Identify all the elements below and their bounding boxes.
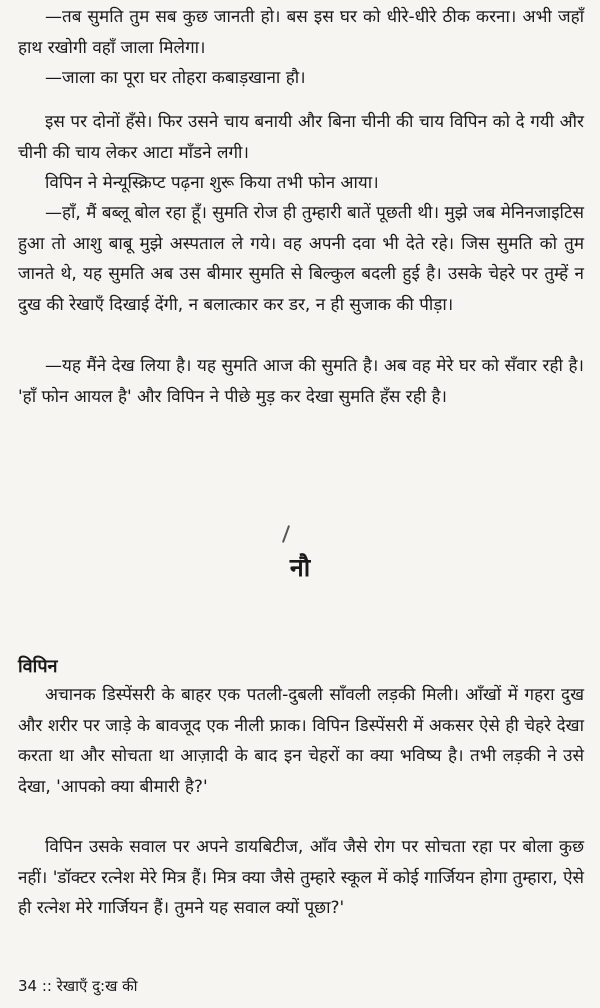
page-footer: 34 :: रेखाएँ दु:ख की [18,977,138,995]
paragraph: अचानक डिस्पेंसरी के बाहर एक पतली-दुबली साँवली लड़की मिली। आँखों में गहरा दुख और शरीर पर जाड़े के बावजूद एक नीली फ्राक। विपिन डिस्पेंसरी में अकसर ऐसे ही चेहरे देखा करता था और सोचता था आज़ादी के बाद इन चेहरों का क्या भविष्य है। तभी लड़की ने उसे देखा, 'आपको क्या बीमारी है?' [18,685,584,797]
chapter-heading: नौ [289,553,311,582]
paragraph: —यह मैंने देख लिया है। यह सुमति आज की सुमति है। अब वह मेरे घर को सँवार रही है। 'हाँ फोन आयल है' और विपिन ने पीछे मुड़ कर देखा सुमति हँस रही है। [18,356,584,407]
decorative-mark [282,525,290,543]
paragraph: —जाला का पूरा घर तोहरा कबाड़खाना हौ। [45,68,306,88]
paragraph: विपिन ने मेन्यूस्क्रिप्ट पढ़ना शुरू किया तभी फोन आया। [45,173,379,193]
section-title: विपिन [18,656,58,677]
paragraph: —हाँ, मैं बब्लू बोल रहा हूँ। सुमति रोज ही तुम्हारी बातें पूछती थी। मुझे जब मेनिनजाइटिस हुआ तो आशु बाबू मुझे अस्पताल ले गये। वह अपनी दवा भी देते रहे। जिस सुमति को तुम जानते थे, यह सुमति अब उस बीमार सुमति से बिल्कुल बदली हुई है। उसके चेहरे पर तुम्हें न दुख की रेखाएँ दिखाई देंगी, न बलात्कार कर डर, न ही सुजाक की पीड़ा। [18,203,584,315]
paragraph: —तब सुमति तुम सब कुछ जानती हो। बस इस घर को धीरे-धीरे ठीक करना। अभी जहाँ हाथ रखोगी वहाँ जाला मिलेगा। [18,7,584,58]
paragraph: विपिन उसके सवाल पर अपने डायबिटीज, आँव जैसे रोग पर सोचता रहा पर बोला कुछ नहीं। 'डॉक्टर रत्नेश मेरे मित्र हैं। मित्र क्या जैसे तुम्हारे स्कूल में कोई गार्जियन होगा तुम्हारा, ऐसे ही रत्नेश मेरे गार्जियन हैं। तुमने यह सवाल क्यों पूछा?' [18,837,584,918]
paragraph: इस पर दोनों हँसे। फिर उसने चाय बनायी और बिना चीनी की चाय विपिन को दे गयी और चीनी की चाय लेकर आटा माँडने लगी। [18,112,584,163]
